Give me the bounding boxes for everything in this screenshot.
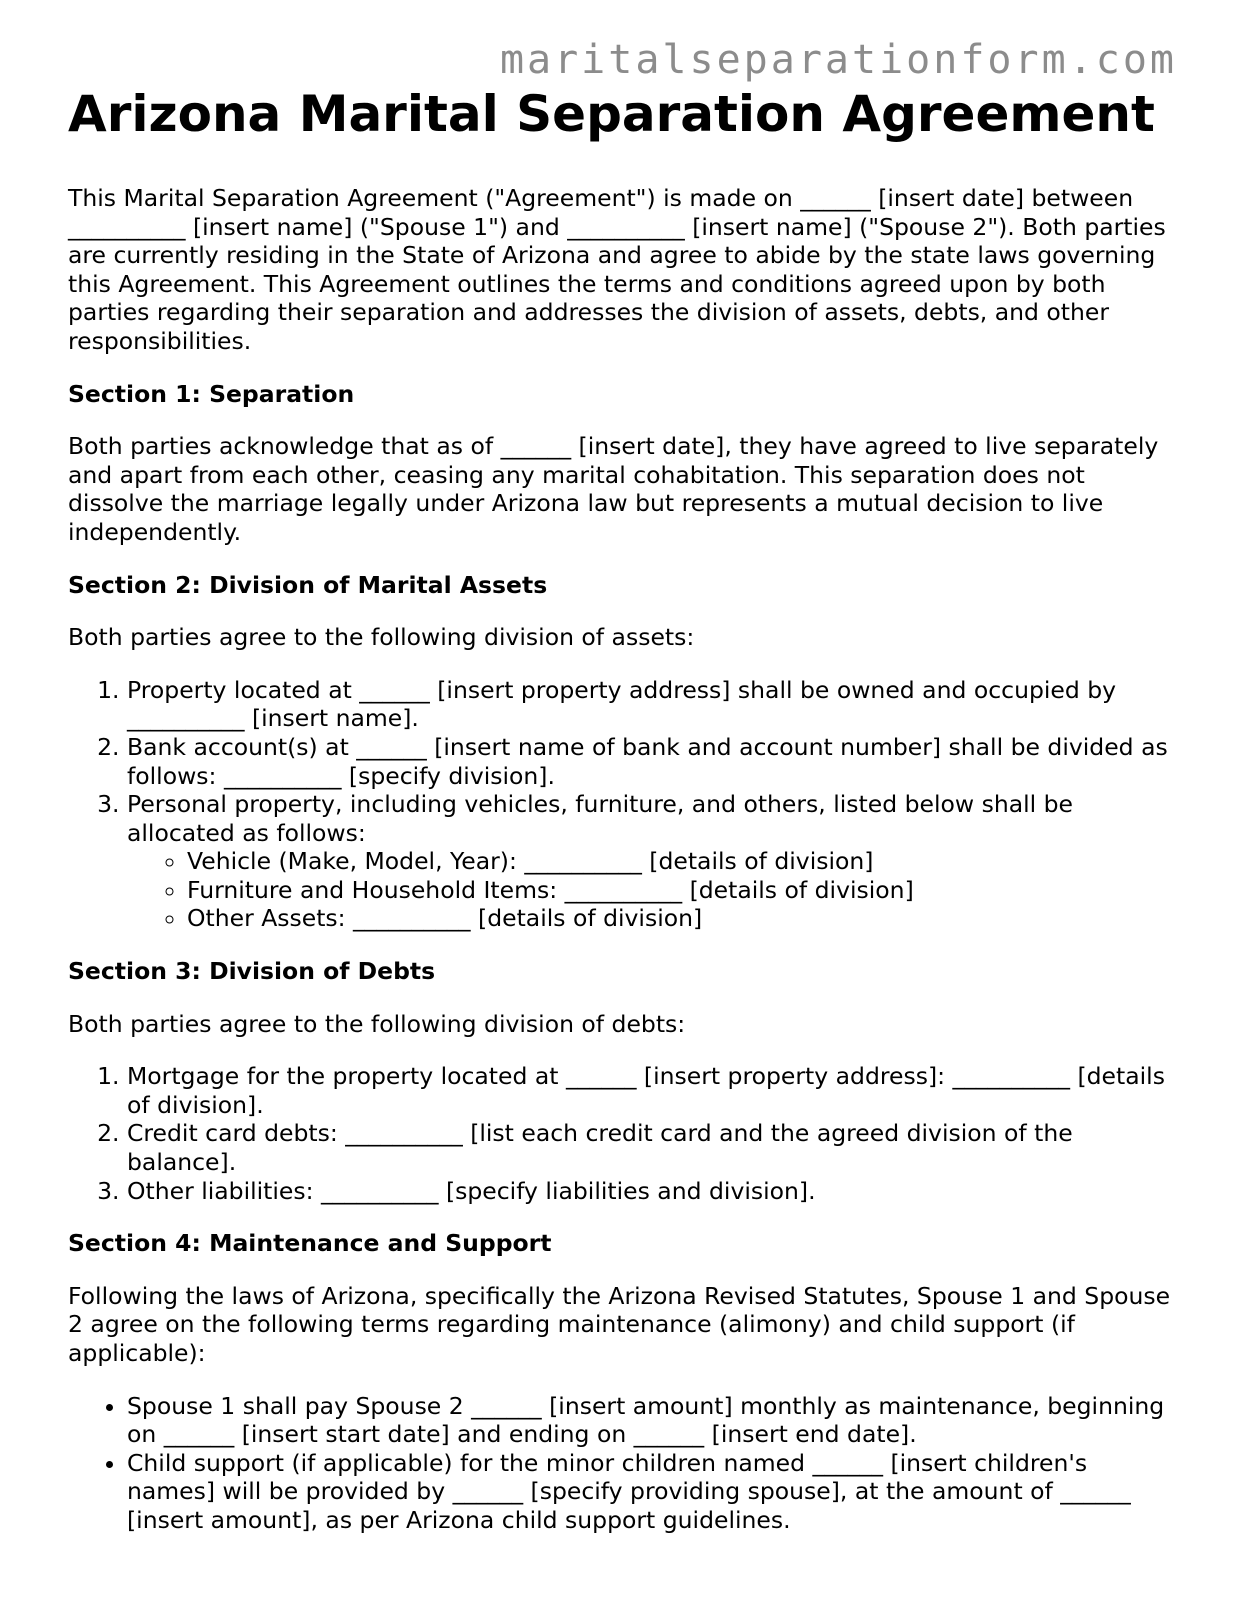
personal-property-sublist — [127, 847, 1178, 933]
list-item: 2. Bank account(s) at ______ [insert name of bank and account number] shall be divided as follows: __________ [specify division]. — [127, 733, 1178, 790]
list-item: • Spouse 1 shall pay Spouse 2 ______ [insert amount] monthly as maintenance, beginning on ______ [insert start date] and ending on ______ [insert end date]. — [127, 1392, 1178, 1449]
assets-list — [68, 676, 1178, 933]
list-item: • Child support (if applicable) for the minor children named ______ [insert children's names] will be provided by ______ [specify providing spouse], at the amount of ______ [insert amount], as per Arizona child support guidelines. — [127, 1449, 1178, 1535]
debts-list — [68, 1062, 1178, 1205]
section-2-heading: Section 2: Division of Marital Assets — [68, 570, 548, 599]
section-3-intro: Both parties agree to the following division of debts: — [68, 1009, 686, 1038]
list-item: 1. Property located at ______ [insert property address] shall be owned and occupied by __________ [insert name]. — [127, 676, 1178, 733]
sublist-item: ◦ Furniture and Household Items: __________ [details of division] — [187, 876, 1178, 905]
section-3-heading: Section 3: Division of Debts — [68, 957, 436, 986]
list-item: 2. Credit card debts: __________ [list each credit card and the agreed division of the balance]. — [127, 1119, 1178, 1176]
section-1-heading: Section 1: Separation — [68, 379, 355, 408]
list-item: 1. Mortgage for the property located at ______ [insert property address]: __________ [details of division]. — [127, 1062, 1178, 1119]
site-watermark: maritalseparationform.com — [499, 37, 1177, 83]
sublist-item: ◦ Other Assets: __________ [details of division] — [187, 904, 1178, 933]
document-title: Arizona Marital Separation Agreement — [68, 85, 1155, 143]
support-list — [68, 1392, 1178, 1535]
section-1-text: Both parties acknowledge that as of ______ [insert date], they have agreed to live separately and apart from each other, ceasing any marital cohabitation. This separation does not dissolve the marriage legally under Arizona law but represents a mutual decision to live independently. — [68, 432, 1159, 546]
document-page — [68, 84, 1178, 1559]
section-4-heading: Section 4: Maintenance and Support — [68, 1229, 552, 1258]
list-item-text: Personal property, including vehicles, furniture, and others, listed below shall be allocated as follows: — [127, 790, 1074, 847]
section-4-intro: Following the laws of Arizona, specifically the Arizona Revised Statutes, Spouse 1 and Spouse 2 agree on the following terms regarding maintenance (alimony) and child support (if applicable): — [68, 1281, 1171, 1367]
sublist-item: ◦ Vehicle (Make, Model, Year): __________ [details of division] — [187, 847, 1178, 876]
intro-paragraph: This Marital Separation Agreement ("Agreement") is made on ______ [insert date] between __________ [insert name] ("Spouse 1") and __________ [insert name] ("Spouse 2"). Both parties are currently residing in the State of Arizona and agree to abide by the state laws governing this Agreement. This Agreement outlines the terms and conditions agreed upon by both parties regarding their separation and addresses the division of assets, debts, and other responsibilities. — [68, 184, 1166, 355]
list-item — [127, 790, 1178, 933]
section-2-intro: Both parties agree to the following division of assets: — [68, 623, 695, 652]
list-item: 3. Other liabilities: __________ [specify liabilities and division]. — [127, 1177, 1178, 1206]
